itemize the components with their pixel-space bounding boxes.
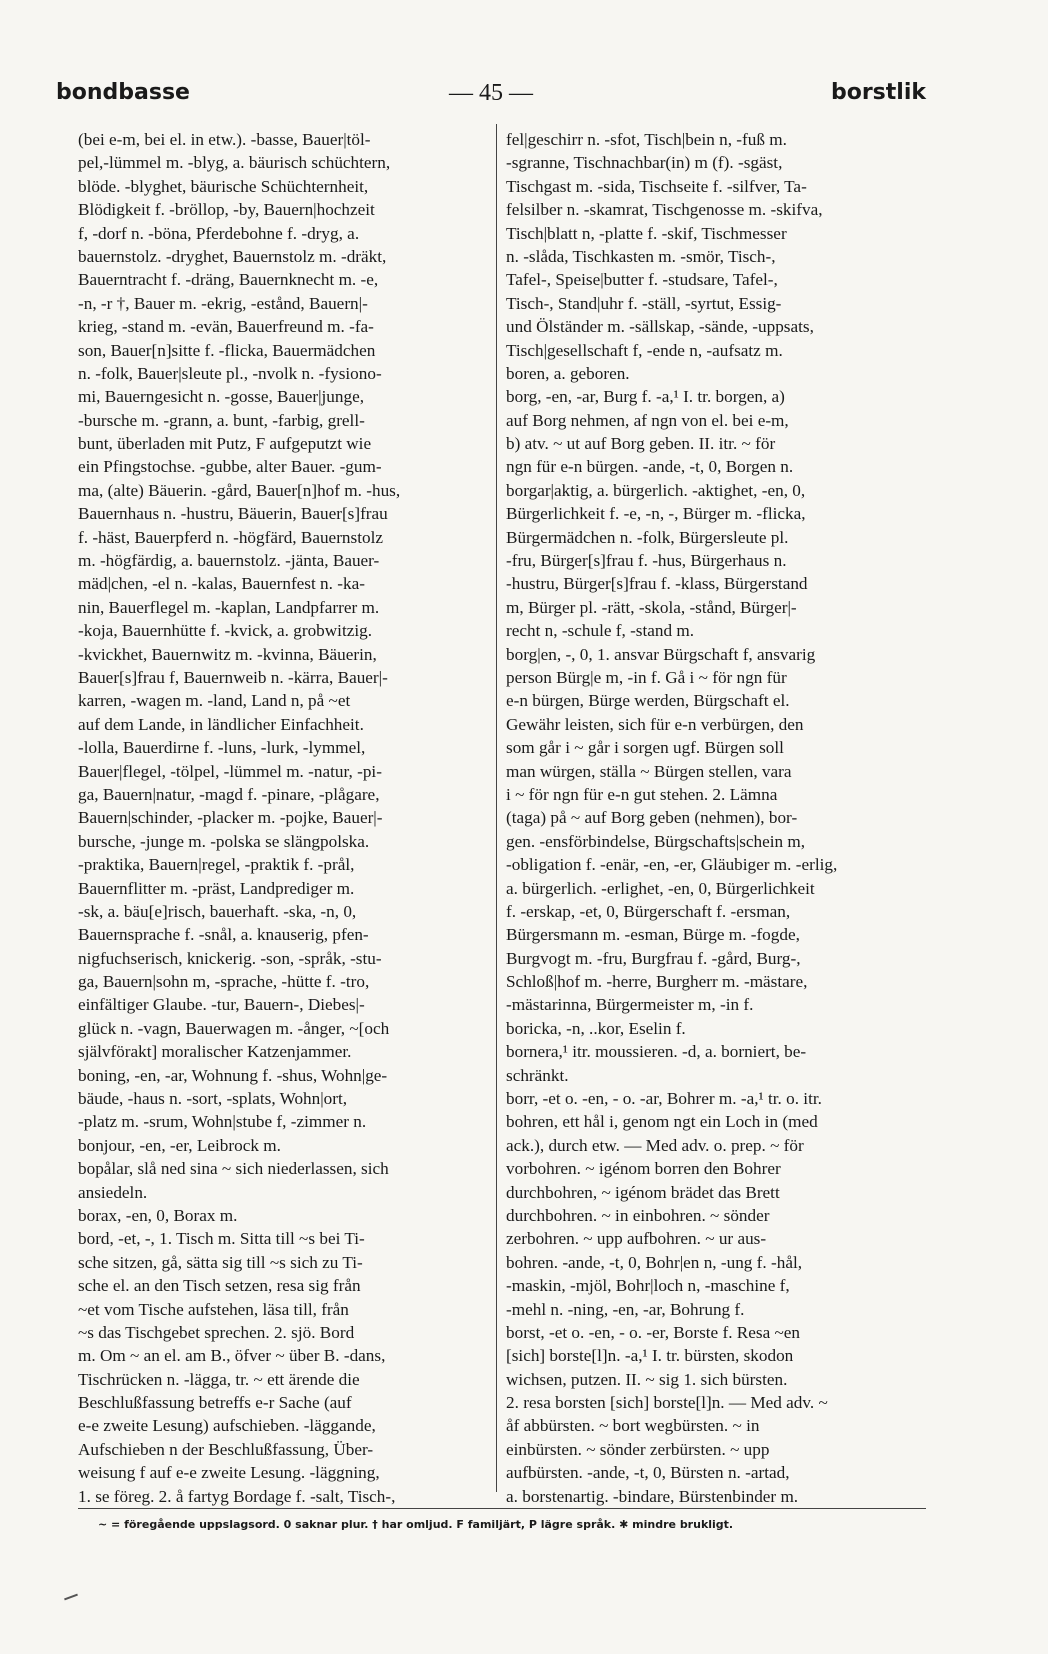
entry-line: zerbohren. ~ upp aufbohren. ~ ur aus- (506, 1229, 767, 1249)
entry-line: m. -högfärdig, a. bauernstolz. -jänta, Bauer- (78, 551, 380, 571)
column-divider (496, 124, 497, 1492)
entry-line: borr, -et o. -en, - o. -ar, Bohrer m. -a,¹ tr. o. itr. (506, 1089, 822, 1109)
entry-line: krieg, -stand m. -evän, Bauerfreund m. -fa- (78, 317, 374, 337)
entry-line: Aufschieben n der Beschlußfassung, Über- (78, 1439, 374, 1459)
entry-line: f. -erskap, -et, 0, Bürgerschaft f. -ersman, (506, 901, 791, 921)
entry-line: -kvickhet, Bauernwitz m. -kvinna, Bäuerin, (78, 644, 377, 664)
entry-line: glück n. -vagn, Bauerwagen m. -ånger, ~[och (78, 1018, 390, 1038)
entry-line: m, Bürger pl. -rätt, -skola, -stånd, Bürger|- (506, 597, 797, 617)
entry-line: [sich] borste[l]n. -a,¹ I. tr. bürsten, skodon (506, 1346, 794, 1366)
entry-line: -koja, Bauernhütte f. -kvick, a. grobwitzig. (78, 621, 373, 641)
entry-line: durchbohren, ~ igénom brädet das Brett (506, 1182, 780, 1202)
entry-line: Tischgast m. -sida, Tischseite f. -silfver, Ta- (506, 176, 807, 196)
entry-line: Bürgermädchen n. -folk, Bürgersleute pl. (506, 527, 789, 547)
entry-line: Blödigkeit f. -bröllop, -by, Bauern|hochzeit (78, 200, 375, 220)
entry-line: blöde. -blyghet, bäurische Schüchternheit, (78, 176, 369, 196)
entry-line: bornera,¹ itr. moussieren. -d, a. borniert, be- (506, 1042, 807, 1062)
entry-line: Tisch|blatt n, -platte f. -skif, Tischmesser (506, 223, 787, 243)
left-running-headword: bondbasse (56, 80, 190, 105)
entry-line: aufbürsten. -ande, -t, 0, Bürsten n. -artad, (506, 1463, 790, 1483)
entry-line: -hustru, Bürger[s]frau f. -klass, Bürgerstand (506, 574, 808, 594)
entry-line: åf abbürsten. ~ bort wegbürsten. ~ in (506, 1416, 760, 1436)
entry-line: Gewähr leisten, sich für e-n verbürgen, den (506, 714, 804, 734)
entry-line: Tafel-, Speise|butter f. -studsare, Tafel-, (506, 270, 778, 290)
entry-line: självförakt] moralischer Katzenjammer. (78, 1042, 352, 1062)
entry-line: Bauernflitter m. -präst, Landprediger m. (78, 878, 355, 898)
right-column (506, 128, 926, 1508)
entry-line: 2. resa borsten [sich] borste[l]n. — Med adv. ~ (506, 1393, 828, 1413)
entry-line: boren, a. geboren. (506, 363, 630, 383)
entry-line: bohren. -ande, -t, 0, Bohr|en n, -ung f. -hål, (506, 1252, 803, 1272)
entry-line: pel,-lümmel m. -blyg, a. bäurisch schüchtern, (78, 153, 391, 173)
entry-line: bäude, -haus n. -sort, -splats, Wohn|ort, (78, 1089, 348, 1109)
entry-line: ansiedeln. (78, 1182, 148, 1202)
entry-line: Bauer[s]frau f, Bauernweib n. -kärra, Bauer|- (78, 667, 388, 687)
entry-line: -sk, a. bäu[e]risch, bauerhaft. -ska, -n, 0, (78, 901, 357, 921)
entry-line: gen. -ensförbindelse, Bürgschafts|schein m, (506, 831, 806, 851)
entry-line: n. -slåda, Tischkasten m. -smör, Tisch-, (506, 246, 776, 266)
entry-line: sche el. an den Tisch setzen, resa sig från (78, 1276, 361, 1296)
entry-line: Schloß|hof m. -herre, Burgherr m. -mästare, (506, 972, 808, 992)
entry-line: ack.), durch etw. — Med adv. o. prep. ~ för (506, 1135, 804, 1155)
entry-line: -lolla, Bauerdirne f. -luns, -lurk, -lymmel, (78, 738, 366, 758)
entry-line: Burgvogt m. -fru, Burgfrau f. -gård, Burg-, (506, 948, 801, 968)
entry-line: Tisch|gesellschaft f, -ende n, -aufsatz m. (506, 340, 783, 360)
entry-line: weisung f auf e-e zweite Lesung. -läggning, (78, 1463, 380, 1483)
entry-line: -n, -r †, Bauer m. -ekrig, -estånd, Bauern|- (78, 293, 368, 313)
entry-line: boning, -en, -ar, Wohnung f. -shus, Wohn|ge- (78, 1065, 388, 1085)
entry-line: bonjour, -en, -er, Leibrock m. (78, 1135, 281, 1155)
entry-line: (taga) på ~ auf Borg geben (nehmen), bor- (506, 808, 798, 828)
entry-line: nigfuchserisch, knickerig. -son, -språk, -stu- (78, 948, 382, 968)
entry-line: ga, Bauern|natur, -magd f. -pinare, -plågare, (78, 784, 380, 804)
entry-line: bohren, ett hål i, genom ngt ein Loch in (med (506, 1112, 818, 1132)
entry-line: sche sitzen, gå, sätta sig till ~s sich zu Ti- (78, 1252, 363, 1272)
entry-line: -mästarinna, Bürgermeister m, -in f. (506, 995, 754, 1015)
entry-line: borg|en, -, 0, 1. ansvar Bürgschaft f, ansvarig (506, 644, 816, 664)
entry-line: person Bürg|e m, -in f. Gå i ~ för ngn für (506, 667, 787, 687)
entry-line: Bürgerlichkeit f. -e, -n, -, Bürger m. -flicka, (506, 504, 806, 524)
entry-line: ga, Bauern|sohn m, -sprache, -hütte f. -tro, (78, 972, 370, 992)
entry-line: fel|geschirr n. -sfot, Tisch|bein n, -fuß m. (506, 130, 787, 149)
entry-line: Bauernsprache f. -snål, a. knauserig, pfen- (78, 925, 369, 945)
entry-line: a. borstenartig. -bindare, Bürstenbinder m. (506, 1486, 799, 1506)
entry-line: man würgen, ställa ~ Bürgen stellen, vara (506, 761, 792, 781)
entry-line: ~s das Tischgebet sprechen. 2. sjö. Bord (78, 1322, 355, 1342)
entry-line: durchbohren. ~ in einbohren. ~ sönder (506, 1205, 770, 1225)
footer-rule (78, 1508, 926, 1509)
entry-line: son, Bauer[n]sitte f. -flicka, Bauermädchen (78, 340, 376, 360)
entry-line: und Ölständer m. -sällskap, -sände, -uppsats, (506, 317, 814, 337)
entry-line: -maskin, -mjöl, Bohr|loch n, -maschine f, (506, 1276, 790, 1296)
entry-line: -platz m. -srum, Wohn|stube f, -zimmer n. (78, 1112, 367, 1132)
entry-line: -fru, Bürger[s]frau f. -hus, Bürgerhaus n. (506, 551, 787, 571)
entry-line: boricka, -n, ..kor, Eselin f. (506, 1018, 686, 1038)
entry-line: 1. se föreg. 2. å fartyg Bordage f. -salt, Tisch-, (78, 1486, 396, 1506)
entry-line: borst, -et o. -en, - o. -er, Borste f. Resa ~en (506, 1322, 801, 1342)
entry-line: n. -folk, Bauer|sleute pl., -nvolk n. -fysiono- (78, 363, 382, 383)
entry-line: bord, -et, -, 1. Tisch m. Sitta till ~s bei Ti- (78, 1229, 365, 1249)
entry-line: auf Borg nehmen, af ngn von el. bei e-m, (506, 410, 789, 430)
entry-line: karren, -wagen m. -land, Land n, på ~et (78, 691, 351, 711)
entry-line: wichsen, putzen. II. ~ sig 1. sich bürsten. (506, 1369, 788, 1389)
entry-line: mäd|chen, -el n. -kalas, Bauernfest n. -ka- (78, 574, 365, 594)
entry-line: auf dem Lande, in ländlicher Einfachheit. (78, 714, 364, 734)
entry-line: borgar|aktig, a. bürgerlich. -aktighet, -en, 0, (506, 480, 806, 500)
entry-line: borax, -en, 0, Borax m. (78, 1205, 238, 1225)
entry-line: Bauern|schinder, -placker m. -pojke, Bauer|- (78, 808, 383, 828)
entry-line: ngn für e-n bürgen. -ande, -t, 0, Borgen n. (506, 457, 794, 477)
entry-line: bauernstolz. -dryghet, Bauernstolz m. -dräkt, (78, 246, 387, 266)
entry-line: recht n, -schule f, -stand m. (506, 621, 695, 641)
entry-line: i ~ för ngn für e-n gut stehen. 2. Lämna (506, 784, 778, 804)
entry-line: vorbohren. ~ igénom borren den Bohrer (506, 1159, 781, 1179)
page-header (56, 80, 926, 116)
entry-line: f, -dorf n. -böna, Pferdebohne f. -dryg, a. (78, 223, 360, 243)
entry-line: e-n bürgen, Bürge werden, Bürgschaft el. (506, 691, 790, 711)
entry-line: -mehl n. -ning, -en, -ar, Bohrung f. (506, 1299, 745, 1319)
page-number: — 45 — (449, 80, 533, 106)
entry-line: ma, (alte) Bäuerin. -gård, Bauer[n]hof m. -hus, (78, 480, 401, 500)
entry-line: m. Om ~ an el. am B., öfver ~ über B. -dans, (78, 1346, 386, 1366)
entry-line: einfältiger Glaube. -tur, Bauern-, Diebes|- (78, 995, 365, 1015)
abbreviation-legend: ~ = föregående uppslagsord. 0 saknar plur. † har omljud. F familjärt, P lägre språk. ✱ mindre brukligt. (98, 1518, 734, 1531)
entry-line: einbürsten. ~ sönder zerbürsten. ~ upp (506, 1439, 770, 1459)
entry-line: Beschlußfassung betreffs e-r Sache (auf (78, 1393, 352, 1413)
entry-line: Bürgersmann m. -esman, Bürge m. -fogde, (506, 925, 800, 945)
entry-line: -praktika, Bauern|regel, -praktik f. -prål, (78, 855, 355, 875)
right-running-headword: borstlik (830, 80, 926, 105)
left-column (78, 128, 486, 1508)
entry-line: Bauerntracht f. -dräng, Bauernknecht m. -e, (78, 270, 379, 290)
entry-line: bursche, -junge m. -polska se slängpolska. (78, 831, 370, 851)
entry-line: -bursche m. -grann, a. bunt, -farbig, grell- (78, 410, 365, 430)
entry-line: felsilber n. -skamrat, Tischgenosse m. -skifva, (506, 200, 823, 220)
entry-line: nin, Bauerflegel m. -kaplan, Landpfarrer m. (78, 597, 380, 617)
entry-line: Bauer|flegel, -tölpel, -lümmel m. -natur, -pi- (78, 761, 382, 781)
entry-line: bopålar, slå ned sina ~ sich niederlassen, sich (78, 1159, 389, 1179)
entry-line: bunt, überladen mit Putz, F aufgeputzt wie (78, 434, 372, 454)
entry-line: b) atv. ~ ut auf Borg geben. II. itr. ~ för (506, 434, 776, 454)
entry-line: a. bürgerlich. -erlighet, -en, 0, Bürgerlichkeit (506, 878, 815, 898)
entry-line: ~et vom Tische aufstehen, läsa till, från (78, 1299, 349, 1319)
entry-line: Tischrücken n. -lägga, tr. ~ ett ärende die (78, 1369, 360, 1389)
entry-line: -sgranne, Tischnachbar(in) m (f). -sgäst, (506, 153, 783, 173)
entry-line: f. -häst, Bauerpferd n. -högfärd, Bauernstolz (78, 527, 383, 547)
margin-pen-mark (64, 1594, 78, 1601)
entry-line: som går i ~ går i sorgen ugf. Bürgen soll (506, 738, 784, 758)
entry-line: ein Pfingstochse. -gubbe, alter Bauer. -gum- (78, 457, 382, 477)
entry-line: mi, Bauerngesicht n. -gosse, Bauer|junge, (78, 387, 365, 407)
entry-line: Tisch-, Stand|uhr f. -ställ, -syrtut, Essig- (506, 293, 782, 313)
entry-line: Bauernhaus n. -hustru, Bäuerin, Bauer[s]frau (78, 504, 388, 524)
entry-line: e-e zweite Lesung) aufschieben. -läggande, (78, 1416, 376, 1436)
entry-line: borg, -en, -ar, Burg f. -a,¹ I. tr. borgen, a) (506, 387, 785, 407)
entry-line: (bei e-m, bei el. in etw.). -basse, Bauer|töl- (78, 130, 371, 149)
entry-line: -obligation f. -enär, -en, -er, Gläubiger m. -erlig, (506, 855, 838, 875)
entry-line: schränkt. (506, 1065, 569, 1085)
